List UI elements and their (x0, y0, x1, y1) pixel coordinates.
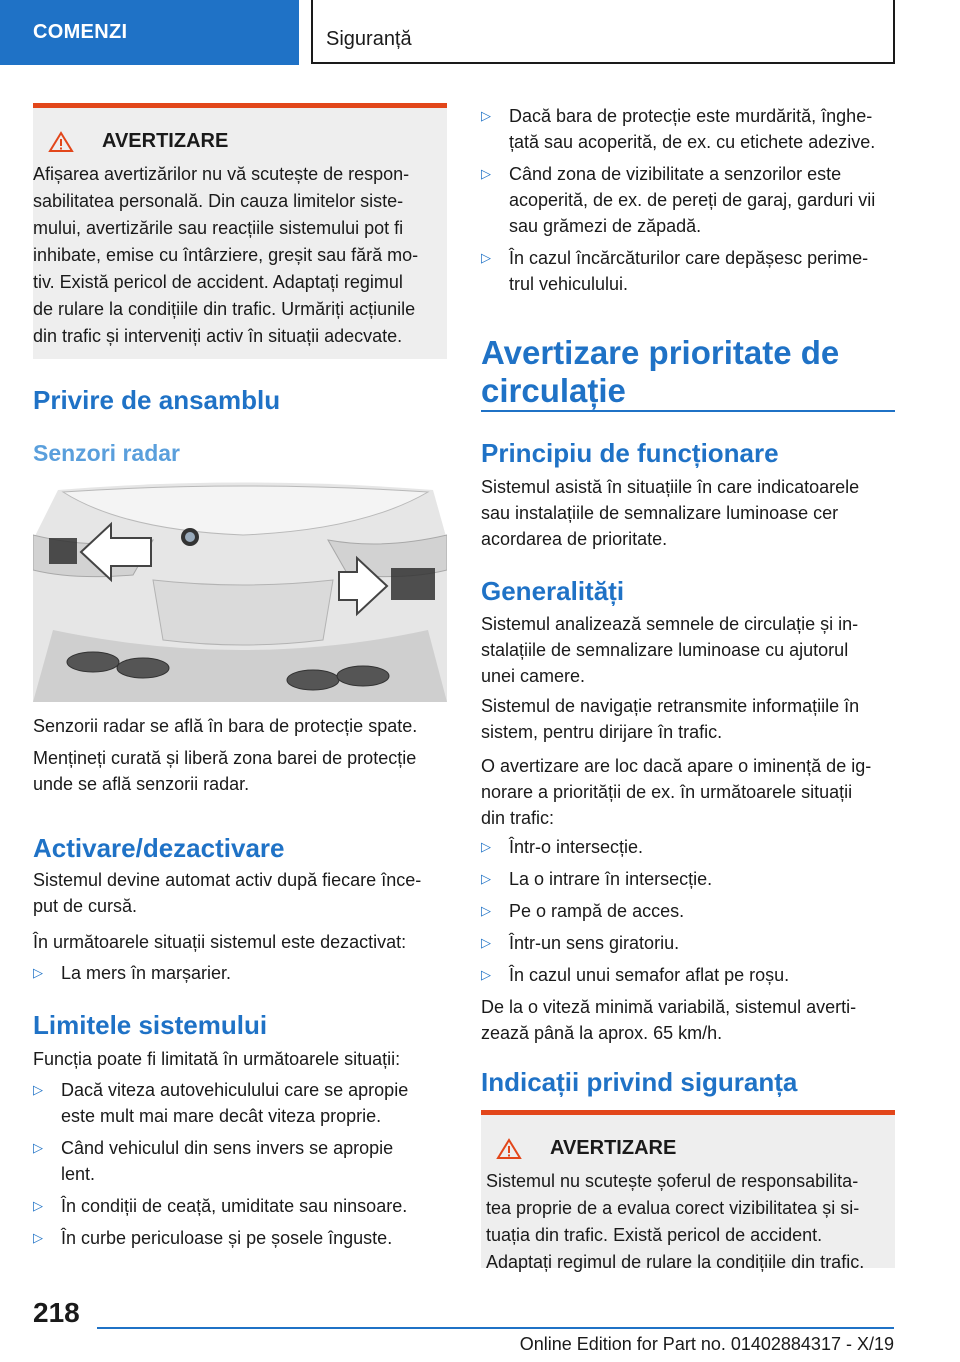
list-line: țată sau acoperită, de ex. cu etichete adezive. (509, 132, 876, 152)
section-label: COMENZI (33, 21, 128, 43)
paragraph-line: unei camere. (481, 666, 586, 686)
paragraph-line: Sistemul asistă în situațiile în care indicatoarele (481, 477, 860, 497)
list-item-text: În cazul unui semafor aflat pe roșu. (509, 965, 790, 985)
list-item (481, 866, 712, 892)
list-item-text: Într-o intersecție. (509, 837, 644, 857)
paragraph-line: Sistemul analizează semnele de circulație și in- (481, 614, 859, 634)
paragraph-line: Sistemul de navigație retransmite informațiile în (481, 696, 860, 716)
warning-line: tea proprie de a evalua corect vizibilitatea și si- (486, 1198, 860, 1218)
paragraph (481, 994, 856, 1046)
list-item-text: Într-un sens giratoriu. (509, 933, 680, 953)
paragraph-line: zează până la aprox. 65 km/h. (481, 1023, 723, 1043)
list-item-text: La o intrare în intersecție. (509, 869, 713, 889)
triangle-bullet-icon: ▷ (481, 871, 491, 886)
list-item (481, 962, 789, 988)
activation-heading: Activare/dezactivare (33, 833, 285, 863)
triangle-bullet-icon: ▷ (33, 1140, 43, 1155)
heading-rule (481, 410, 895, 412)
triangle-bullet-icon: ▷ (481, 935, 491, 950)
triangle-bullet-icon: ▷ (33, 1198, 43, 1213)
paragraph (481, 474, 859, 552)
list-item-text (61, 1135, 393, 1187)
warning-triangle-icon (496, 1138, 522, 1160)
triangle-bullet-icon: ▷ (481, 839, 491, 854)
triangle-bullet-icon: ▷ (33, 1230, 43, 1245)
safety-heading: Indicații privind siguranța (481, 1067, 798, 1097)
warning-text (33, 161, 435, 350)
warning-line: tuația din trafic. Există pericol de accident. (486, 1225, 823, 1245)
paragraph-line: din trafic: (481, 808, 555, 828)
overview-heading: Privire de ansamblu (33, 385, 281, 415)
warning-line: din trafic și interveniți activ în situații adecvate. (33, 326, 403, 346)
footer-edition: Online Edition for Part no. 01402884317 - X/19 (519, 1334, 894, 1354)
paragraph-line: O avertizare are loc dacă apare o iminență de ig- (481, 756, 872, 776)
paragraph (481, 611, 858, 689)
list-line: Dacă viteza autovehiculului care se apropie (61, 1080, 409, 1100)
paragraph-line: Mențineți curată și liberă zona barei de protecție (33, 748, 417, 768)
list-item (481, 898, 684, 924)
warning-line: tiv. Există pericol de accident. Adaptați regimul (33, 272, 403, 292)
warning-line: Adaptați regimul de rulare la condițiile din trafic. (486, 1252, 865, 1272)
list-item-text: În curbe periculoase și pe șosele înguste. (61, 1228, 393, 1248)
heading-line: Avertizare prioritate de (481, 334, 840, 371)
warning-box-right (481, 1110, 895, 1272)
paragraph-line: Sistemul devine automat activ după fiecare înce- (33, 870, 422, 890)
paragraph-line: sistem, pentru dirijare în trafic. (481, 722, 723, 742)
car-rear-illustration (33, 480, 447, 702)
list-item (33, 1193, 407, 1219)
paragraph (481, 753, 871, 831)
paragraph: Senzorii radar se află în bara de protecție spate. (33, 716, 418, 736)
warning-box-left (33, 103, 447, 359)
list-line: este mult mai mare decât viteza proprie. (61, 1106, 382, 1126)
triangle-bullet-icon: ▷ (481, 967, 491, 982)
list-line: Dacă bara de protecție este murdărită, înghe- (509, 106, 873, 126)
paragraph-line: stalațiile de semnalizare luminoase cu ajutorul (481, 640, 849, 660)
list-line: sau grămezi de zăpadă. (509, 216, 702, 236)
page-number: 218 (33, 1297, 80, 1328)
list-item (481, 834, 643, 860)
list-item (33, 1225, 392, 1251)
warning-triangle-icon (48, 131, 74, 153)
principle-heading: Principiu de funcționare (481, 438, 779, 468)
section-tab (0, 0, 299, 65)
list-item-text: În condiții de ceață, umiditate sau ninsoare. (61, 1196, 408, 1216)
warning-header (496, 1137, 883, 1160)
list-item-text (61, 1077, 408, 1129)
warning-text (481, 1168, 883, 1276)
paragraph-line: De la o viteză minimă variabilă, sistemul averti- (481, 997, 857, 1017)
list-item (33, 1135, 393, 1187)
list-item (481, 103, 875, 155)
warning-line: de rulare la condițiile din trafic. Urmăriți acțiunile (33, 299, 416, 319)
list-line: acoperită, de ex. de pereți de garaj, garduri vii (509, 190, 876, 210)
radar-heading: Senzori radar (33, 440, 180, 466)
list-item (33, 960, 231, 986)
warning-line: inhibate, emise cu întârziere, greșit sau fără mo- (33, 245, 419, 265)
list-line: trul vehiculului. (509, 274, 629, 294)
warning-line: mului, avertizările sau reacțiile sistemului pot fi (33, 218, 404, 238)
paragraph (33, 867, 421, 919)
list-item (481, 161, 875, 239)
paragraph (33, 745, 416, 797)
paragraph-line: acordarea de prioritate. (481, 529, 668, 549)
footer-rule (97, 1327, 894, 1329)
list-line: lent. (61, 1164, 96, 1184)
list-item-text: Pe o rampă de acces. (509, 901, 685, 921)
triangle-bullet-icon: ▷ (481, 108, 491, 123)
list-item-text (509, 245, 868, 297)
warning-title: AVERTIZARE (102, 130, 229, 152)
warning-header (48, 130, 435, 153)
warning-title: AVERTIZARE (550, 1137, 677, 1159)
chapter-label: Siguranță (326, 28, 412, 50)
warning-line: Afișarea avertizărilor nu vă scutește de respon- (33, 164, 410, 184)
general-heading: Generalități (481, 576, 625, 606)
list-item (481, 245, 868, 297)
paragraph (481, 693, 859, 745)
limits-heading: Limitele sistemului (33, 1010, 268, 1040)
paragraph: În următoarele situații sistemul este dezactivat: (33, 932, 407, 952)
list-item (33, 1077, 408, 1129)
list-line: În cazul încărcăturilor care depășesc perime- (509, 248, 869, 268)
list-item-text (509, 103, 875, 155)
paragraph-line: sau instalațiile de semnalizare luminoase cer (481, 503, 839, 523)
triangle-bullet-icon: ▷ (481, 250, 491, 265)
paragraph: Funcția poate fi limitată în următoarele situații: (33, 1049, 401, 1069)
paragraph-line: put de cursă. (33, 896, 138, 916)
list-line: Când vehiculul din sens invers se apropie (61, 1138, 394, 1158)
list-line: Când zona de vizibilitate a senzorilor este (509, 164, 842, 184)
warning-line: Sistemul nu scutește șoferul de responsabilita- (486, 1171, 859, 1191)
triangle-bullet-icon: ▷ (33, 1082, 43, 1097)
list-item-text (509, 161, 875, 239)
paragraph-line: unde se află senzorii radar. (33, 774, 250, 794)
triangle-bullet-icon: ▷ (33, 965, 43, 980)
triangle-bullet-icon: ▷ (481, 166, 491, 181)
list-item (481, 930, 679, 956)
chapter-tab (311, 0, 895, 64)
heading-line: circulație (481, 372, 626, 409)
warning-line: sabilitatea personală. Din cauza limitelor siste- (33, 191, 404, 211)
main-heading (481, 334, 839, 410)
paragraph-line: norare a priorității de ex. în următoarele situații (481, 782, 853, 802)
triangle-bullet-icon: ▷ (481, 903, 491, 918)
list-item-text: La mers în marșarier. (61, 963, 232, 983)
